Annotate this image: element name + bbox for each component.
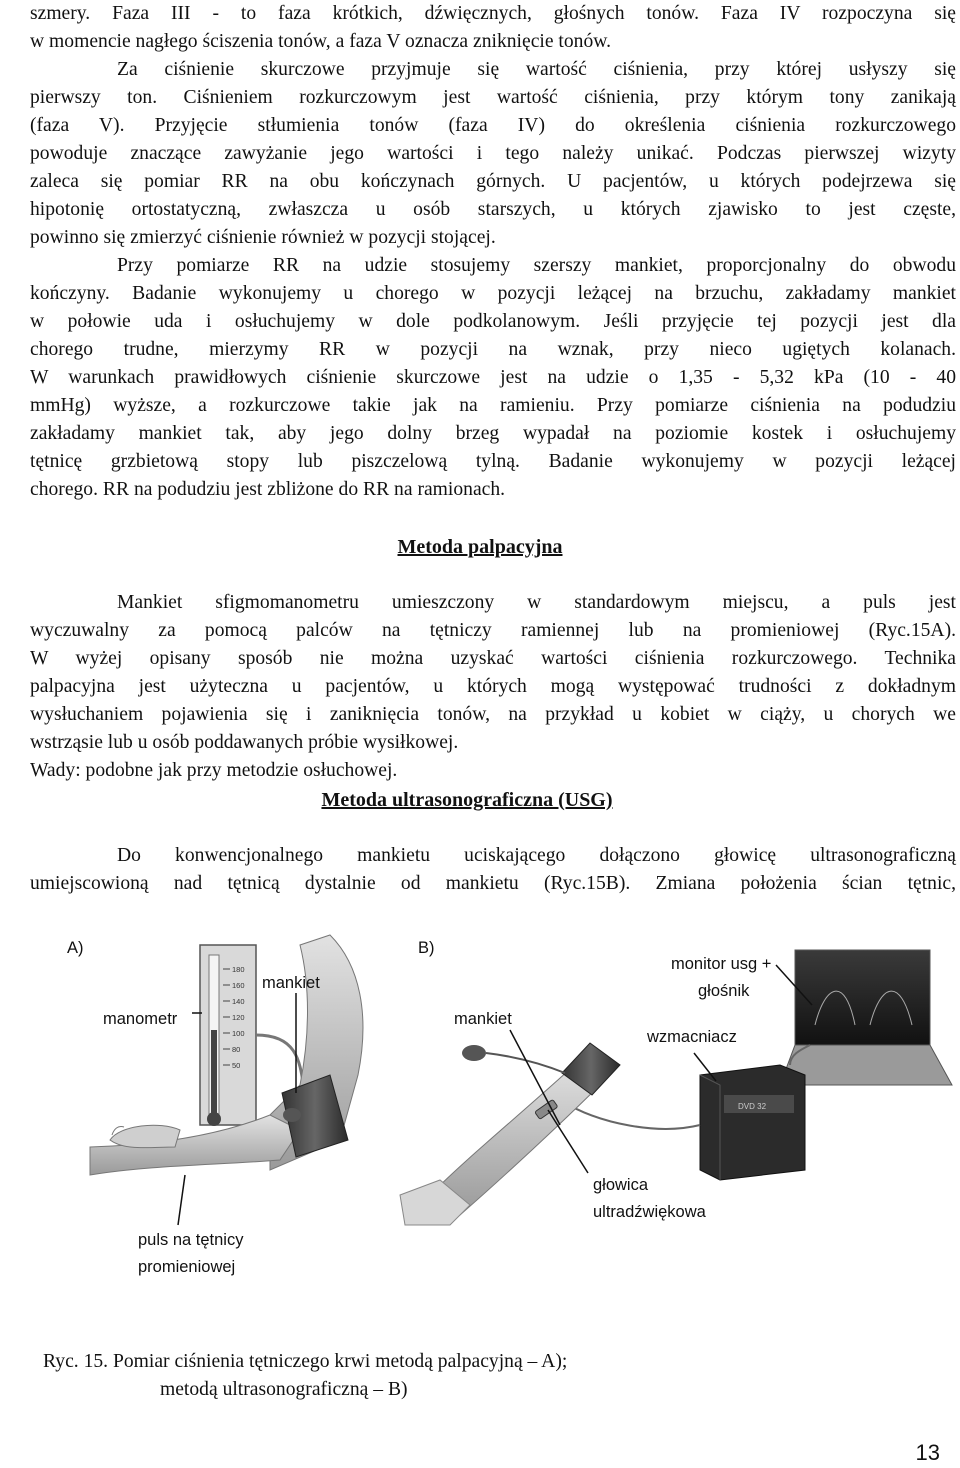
text-line: Za ciśnienie skurczowe przyjmuje się wartość ciśnienia, przy której usłyszy się xyxy=(117,59,956,80)
text-line: wysłuchaniem pojawienia się i zaniknięcia tonów, na przykład u kobiet w ciąży, u chorych we xyxy=(30,704,956,725)
gauge-tick-label: 80 xyxy=(232,1045,241,1054)
text-line: chorego trudne, mierzymy RR w pozycji na wznak, przy nieco ugiętych kolanach. xyxy=(30,339,956,360)
mercury-bulb xyxy=(207,1112,221,1126)
label-puls-line1: puls na tętnicy xyxy=(138,1231,244,1249)
section-heading-ultrasound: Metoda ultrasonograficzna (USG) xyxy=(321,789,613,811)
text-line: wyczuwalny za pomocą palców na tętniczy ramiennej lub na promieniowej (Ryc.15A). xyxy=(30,620,956,641)
text-line: umiejscowioną nad tętnicą dystalnie od mankietu (Ryc.15B). Zmiana położenia ścian tętnic, xyxy=(30,873,956,894)
label-glowica-line2: ultradźwiękowa xyxy=(593,1203,706,1221)
text-line: hipotonię ortostatyczną, zwłaszcza u osób starszych, u których zjawisko to jest częste, xyxy=(30,199,956,220)
text-line: tętnicę grzbietową stopy lub piszczelową tylną. Badanie wykonujemy w pozycji leżącej xyxy=(30,451,956,472)
text-line: (faza V). Przyjęcie stłumienia tonów (faza IV) do określenia ciśnienia rozkurczowego xyxy=(30,115,956,136)
panel-a-label: A) xyxy=(67,939,84,957)
text-line: w momencie nagłego ściszenia tonów, a faza V oznacza zniknięcie tonów. xyxy=(30,31,612,52)
text-line: palpacyjna jest użyteczna u pacjentów, u których mogą występować trudności z dokładnym xyxy=(30,676,956,697)
label-mankiet-a: mankiet xyxy=(262,974,320,992)
text-line: w połowie uda i osłuchujemy w dole podkolanowym. Jeśli przyjęcie tej pozycji jest dla xyxy=(30,311,956,332)
manometer-tubing xyxy=(256,1035,305,1095)
text-line: zaleca się pomiar RR na obu kończynach górnych. U pacjentów, u których podejrzewa się xyxy=(30,171,956,192)
text-line: Wady: podobne jak przy metodzie osłuchowej. xyxy=(30,760,398,781)
text-line: powoduje znaczące zawyżanie jego wartości i tego należy unikać. Podczas pierwszej wizyty xyxy=(30,143,956,164)
gauge-tick-label: 160 xyxy=(232,981,245,990)
amplifier-box xyxy=(700,1065,805,1180)
figure-caption-line1: Ryc. 15. Pomiar ciśnienia tętniczego krwi metodą palpacyjną – A); xyxy=(43,1351,568,1372)
text-line: wstrząsie lub u osób poddawanych próbie wysiłkowej. xyxy=(30,732,459,753)
gauge-tick-label: 120 xyxy=(232,1013,245,1022)
figure-caption-line2: metodą ultrasonograficzną – B) xyxy=(160,1379,408,1400)
inflation-bulb-b xyxy=(462,1045,486,1061)
text-line: Mankiet sfigmomanometru umieszczony w standardowym miejscu, a puls jest xyxy=(117,592,956,613)
probe-cable xyxy=(560,1100,700,1129)
text-line: powinno się zmierzyć ciśnienie również w pozycji stojącej. xyxy=(30,227,496,248)
leader-glowica xyxy=(548,1110,588,1173)
laptop-keyboard xyxy=(780,1045,952,1085)
label-puls-line2: promieniowej xyxy=(138,1258,236,1276)
gauge-tick-label: 100 xyxy=(232,1029,245,1038)
mercury-column xyxy=(211,1030,217,1115)
label-monitor-line1: monitor usg + xyxy=(671,955,772,973)
text-line: Przy pomiarze RR na udzie stosujemy szerszy mankiet, proporcjonalny do obwodu xyxy=(117,255,956,276)
text-line: szmery. Faza III - to faza krótkich, dźwięcznych, głośnych tonów. Faza IV rozpoczyna się xyxy=(30,3,956,24)
device-label: DVD 32 xyxy=(738,1102,767,1111)
label-glowica-line1: głowica xyxy=(593,1176,649,1194)
text-line: pierwszy ton. Ciśnieniem rozkurczowym jest wartość ciśnienia, przy którym tony zanikają xyxy=(30,87,956,108)
panel-b-label: B) xyxy=(418,939,435,957)
panel-a-illustration xyxy=(90,935,363,1225)
section-heading-palpation: Metoda palpacyjna xyxy=(397,536,563,558)
figure-illustration xyxy=(0,925,960,1265)
laptop-screen xyxy=(795,950,930,1045)
examiner-hand xyxy=(110,1125,180,1147)
label-mankiet-b: mankiet xyxy=(454,1010,512,1028)
inflation-bulb xyxy=(283,1108,301,1122)
label-manometr: manometr xyxy=(103,1010,178,1028)
text-line: zakładamy mankiet tak, aby jego dolny brzeg wypadał na poziomie kostek i osłuchujemy xyxy=(30,423,956,444)
text-line: chorego. RR na podudziu jest zbliżone do RR na ramionach. xyxy=(30,479,506,500)
figure-15 xyxy=(0,925,960,1276)
text-line: W wyżej opisany sposób nie można uzyskać wartości ciśnienia rozkurczowego. Technika xyxy=(30,648,956,669)
panel-b-illustration xyxy=(400,950,952,1225)
gauge-tick-label: 50 xyxy=(232,1061,241,1070)
gauge-tick-label: 140 xyxy=(232,997,245,1006)
page-number: 13 xyxy=(915,1440,940,1465)
text-line: mmHg) wyższe, a rozkurczowe takie jak na ramieniu. Przy pomiarze ciśnienia na podudziu xyxy=(30,395,956,416)
label-monitor-line2: głośnik xyxy=(698,982,750,1000)
gauge-tick-label: 180 xyxy=(232,965,245,974)
label-wzmacniacz: wzmacniacz xyxy=(647,1028,737,1046)
leader-puls xyxy=(178,1175,185,1225)
text-line: Do konwencjonalnego mankietu uciskającego dołączono głowicę ultrasonograficzną xyxy=(117,845,956,866)
text-line: kończyny. Badanie wykonujemy u chorego w pozycji leżącej na brzuchu, zakładamy mankiet xyxy=(30,283,956,304)
manometer-board xyxy=(200,945,256,1125)
text-line: W warunkach prawidłowych ciśnienie skurczowe jest na udzie o 1,35 - 5,32 kPa (10 - 40 xyxy=(30,367,956,388)
